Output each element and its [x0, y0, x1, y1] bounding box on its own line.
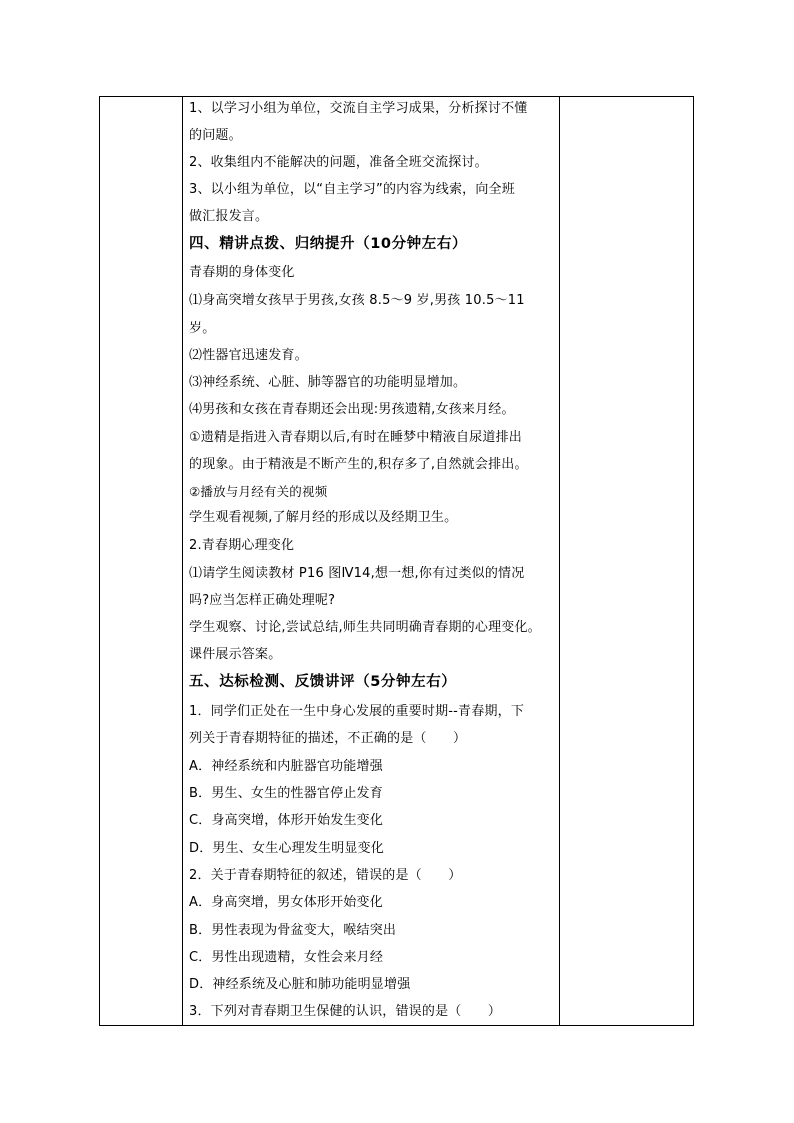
- text-line: ⑵性器官迅速发育。: [189, 348, 308, 363]
- option-line: D．男生、女生心理发生明显变化: [189, 841, 385, 856]
- question-line: 2．关于青春期特征的叙述，错误的是（ ）: [189, 868, 462, 883]
- text-line: 学生观看视频,了解月经的形成以及经期卫生。: [189, 510, 458, 525]
- text-line: 的问题。: [189, 128, 242, 143]
- text-line: 3、以小组为单位，以“自主学习”的内容为线索，向全班: [189, 182, 515, 197]
- text-line: 的现象。由于精液是不断产生的,积存多了,自然就会排出。: [189, 457, 528, 472]
- text-line: 青春期的身体变化: [189, 265, 295, 280]
- text-line: ⑶神经系统、心脏、肺等器官的功能明显增加。: [189, 375, 467, 390]
- text-line: ⑷男孩和女孩在青春期还会出现:男孩遗精,女孩来月经。: [189, 402, 515, 417]
- text-line: 学生观察、讨论,尝试总结,师生共同明确青春期的心理变化。: [189, 620, 541, 635]
- text-line: 1、以学习小组为单位，交流自主学习成果，分析探讨不懂: [189, 101, 528, 116]
- text-line: ⑴身高突增女孩早于男孩,女孩 8.5～9 岁,男孩 10.5～11: [189, 293, 525, 308]
- question-line: 列关于青春期特征的描述，不正确的是（ ）: [189, 731, 467, 746]
- text-line: ①遗精是指进入青春期以后,有时在睡梦中精液自尿道排出: [189, 430, 522, 445]
- option-line: D．神经系统及心脏和肺功能明显增强: [189, 977, 411, 992]
- option-line: A．身高突增，男女体形开始变化: [189, 895, 383, 910]
- option-line: C．男性出现遗精，女性会来月经: [189, 950, 384, 965]
- text-line: 岁。: [189, 321, 216, 336]
- section-heading: 四、精讲点拨、归纳提升（10分钟左右）: [189, 236, 468, 252]
- option-line: C．身高突增，体形开始发生变化: [189, 813, 384, 828]
- text-line: 2.青春期心理变化: [189, 538, 295, 553]
- text-line: 做汇报发言。: [189, 209, 269, 224]
- text-line: ②播放与月经有关的视频: [189, 484, 328, 499]
- text-line: 2、收集组内不能解决的问题，准备全班交流探讨。: [189, 155, 488, 170]
- section-heading: 五、达标检测、反馈讲评（5分钟左右）: [189, 674, 457, 690]
- content-column-cell: [183, 97, 561, 1025]
- lesson-plan-table: [99, 96, 694, 1026]
- option-line: A．神经系统和内脏器官功能增强: [189, 759, 383, 774]
- question-line: 1．同学们正处在一生中身心发展的重要时期--青春期，下: [189, 704, 525, 719]
- right-column-cell: [559, 97, 693, 1025]
- option-line: B．男生、女生的性器官停止发育: [189, 786, 383, 801]
- option-line: B．男性表现为骨盆变大，喉结突出: [189, 923, 397, 938]
- left-column-cell: [100, 97, 183, 1025]
- question-line: 3．下列对青春期卫生保健的认识，错误的是（ ）: [189, 1004, 502, 1019]
- text-line: ⑴请学生阅读教材 P16 图Ⅳ14,想一想,你有过类似的情况: [189, 566, 525, 581]
- text-line: 吗?应当怎样正确处理呢?: [189, 593, 336, 608]
- text-line: 课件展示答案。: [189, 647, 282, 662]
